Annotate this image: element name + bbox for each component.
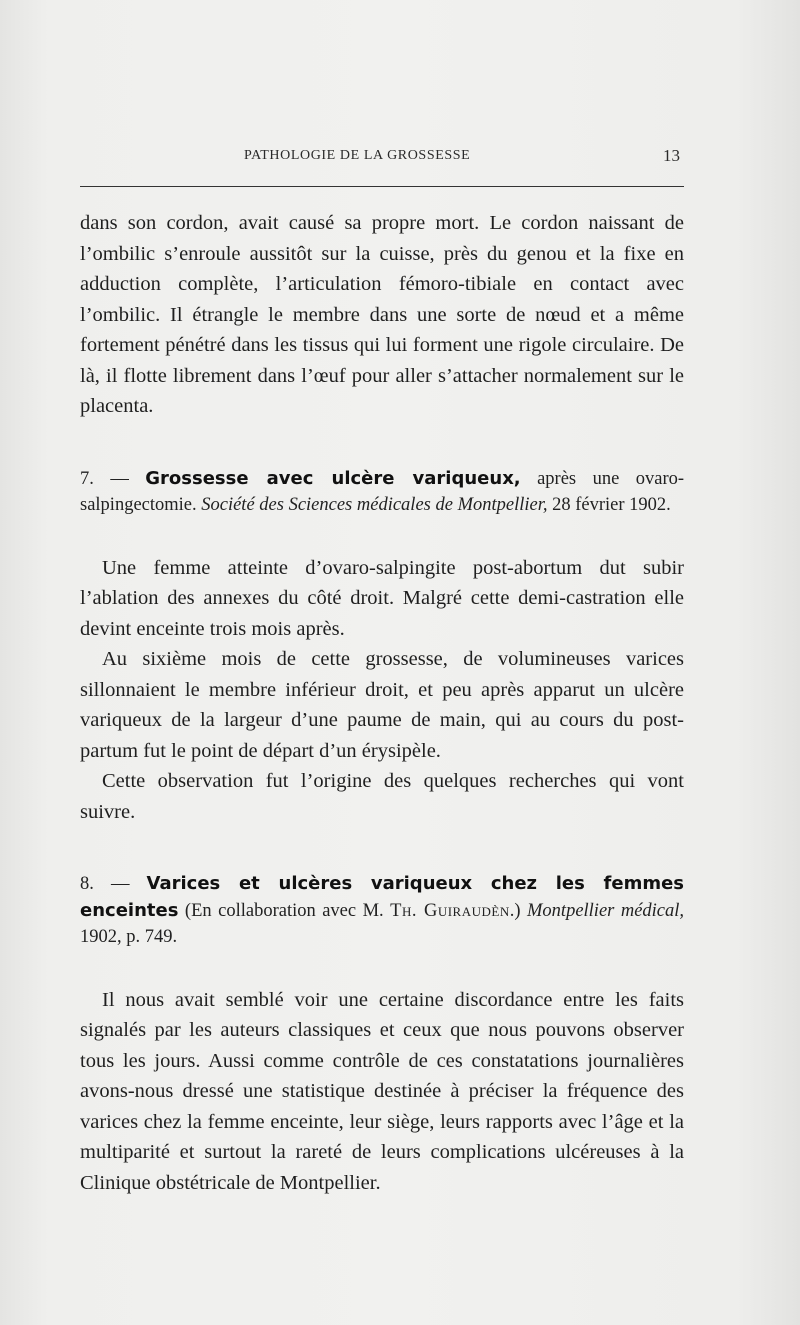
paragraph: Cette observation fut l’origine des quelques recherches qui vont suivre. (80, 770, 684, 823)
paragraph: Au sixième mois de cette grossesse, de volumineuses varices sillonnaient le membre inférieur droit, et peu après apparut un ulcère variqueux de la largeur d’une paume de main, qui au cours du post-partum fut le point de départ d’un érysipèle. (80, 648, 684, 762)
header-rule (80, 186, 684, 187)
entry-title: Grossesse avec ulcère variqueux, (145, 467, 521, 489)
spacer (80, 422, 684, 466)
entry-collab-open: (En collaboration avec M. (184, 900, 384, 921)
entry-journal: Société des Sciences médicales de Montpellier, (201, 495, 548, 515)
entry-title: Varices et ulcères variqueux chez les femmes enceintes (80, 873, 685, 921)
paragraph-continuation: dans son cordon, avait causé sa propre mort. Le cordon naissant de l’ombilic s’enroule aussitôt sur la cuisse, près du genou et la fixe en adduction complète, l’articulation fémoro-tibiale en contact avec l’ombilic. Il étrangle le membre dans une sorte de nœud et a même fortement pénétré dans les tissus qui lui forment une rigole circulaire. De là, il flotte librement dans l’œuf pour aller s’attacher normalement sur le placenta. (80, 212, 684, 417)
entry-number: 8. — (80, 874, 130, 894)
bibliography-entry-7 (80, 466, 684, 519)
page-number: 13 (663, 146, 680, 165)
spacer (80, 519, 684, 553)
spacer (80, 951, 684, 985)
entry-collab-name: Th. Guiraudèn (390, 900, 510, 921)
running-title: PATHOLOGIE DE LA GROSSESSE (244, 148, 471, 163)
entry-date: 28 février 1902. (552, 495, 671, 515)
entry-text: après une ovaro-salpingectomie. (80, 468, 685, 515)
page-header (80, 146, 680, 168)
entry-journal: Montpellier médical, (527, 900, 685, 921)
entry-collab-close: .) (509, 900, 521, 921)
page-body (80, 208, 684, 1198)
bibliography-entry-8 (80, 871, 684, 951)
paragraph: Il nous avait semblé voir une certaine discordance entre les faits signalés par les auteurs classiques et ceux que nous pouvons observer tous les jours. Aussi comme contrôle de ces constatations journalières avons-nous dressé une statistique destinée à préciser la fréquence des varices chez la femme enceinte, leur siège, leurs rapports avec l’âge et la multiparité et surtout la rareté de leurs complications ulcéreuses à la Clinique obstétricale de Montpellier. (80, 988, 684, 1194)
paragraph: Une femme atteinte d’ovaro-salpingite post-abortum dut subir l’ablation des annexes du côté droit. Malgré cette demi-castration elle devint enceinte trois mois après. (80, 556, 684, 640)
spacer (80, 827, 684, 871)
entry-ref: 1902, p. 749. (80, 927, 178, 947)
entry-number: 7. — (80, 468, 129, 489)
